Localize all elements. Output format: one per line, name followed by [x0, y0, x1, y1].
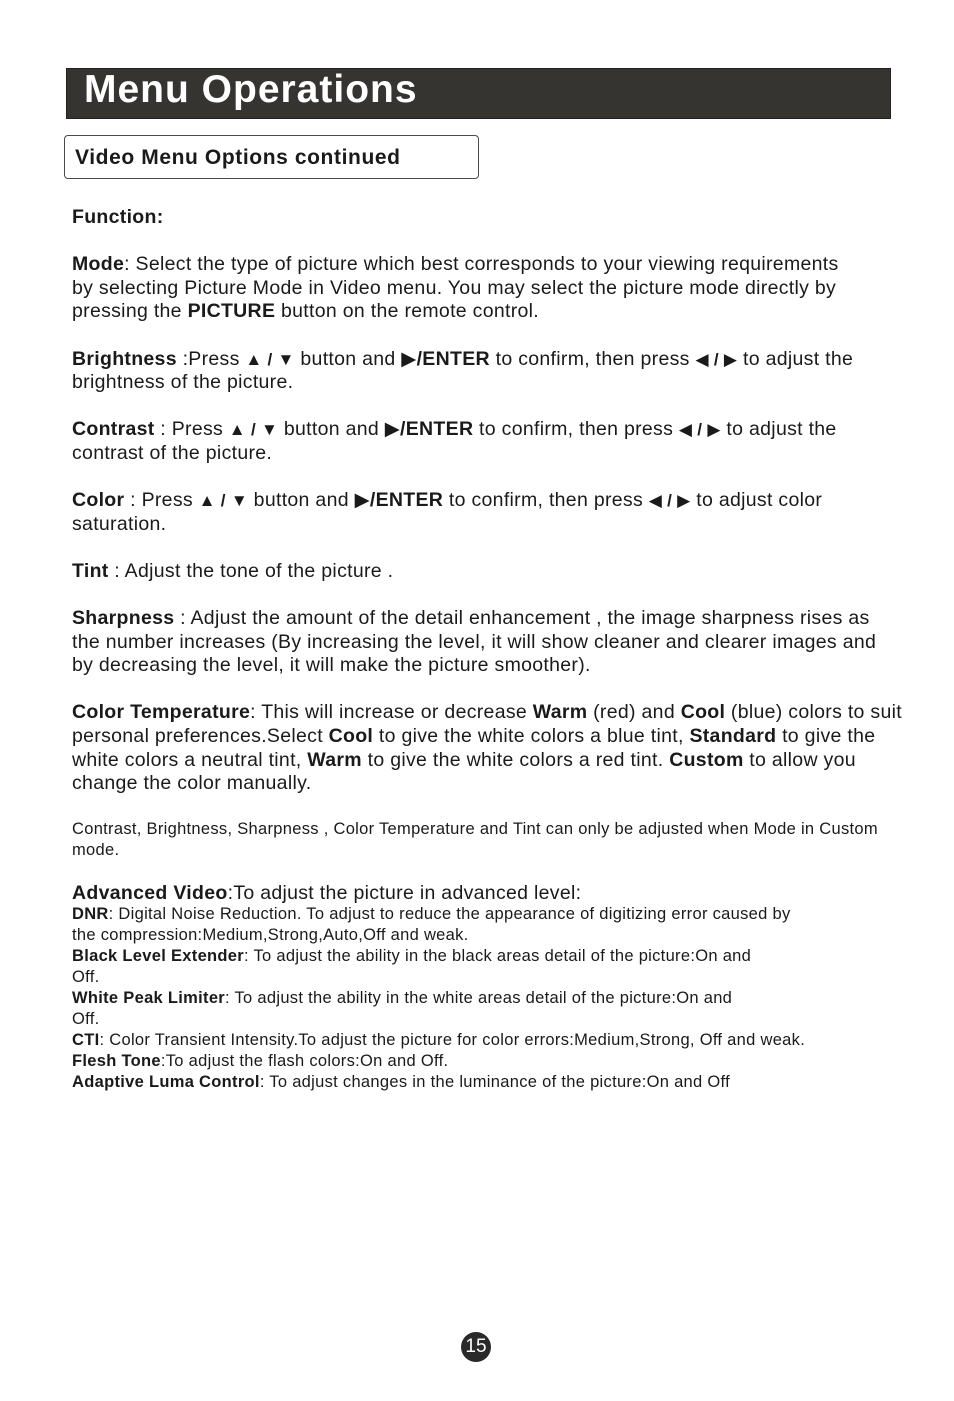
left-right-arrows-icon: ◀ / ▶: [648, 491, 691, 511]
up-down-arrows-icon: ▲ / ▼: [245, 349, 295, 369]
page-number: 15: [461, 1332, 491, 1362]
color-temperature-paragraph: Color Temperature: This will increase or decrease Warm (red) and Cool (blue) colors to suit personal preferences.Select Cool to give the white colors a blue tint, Standard to give the white colors a neutral tint, Warm to give the white colors a red tint. Custom to allow you change the color manually.: [72, 701, 902, 795]
brightness-paragraph: Brightness :Press ▲ / ▼ button and ▶/ENTER to confirm, then press ◀ / ▶ to adjust the brightness of the picture.: [72, 347, 854, 394]
content: [72, 206, 922, 1093]
list-item: DNR: Digital Noise Reduction. To adjust to reduce the appearance of digitizing error caused by the compression:Medium,Strong,Auto,Off and weak.: [72, 905, 791, 945]
left-right-arrows-icon: ◀ / ▶: [678, 420, 721, 440]
note-paragraph: Contrast, Brightness, Sharpness , Color Temperature and Tint can only be adjusted when Mode in Custom mode.: [72, 820, 878, 860]
brightness-label: Brightness: [72, 347, 177, 370]
sharpness-paragraph: Sharpness : Adjust the amount of the detail enhancement , the image sharpness rises as the number increases (By increasing the level, it will show cleaner and clearer images and by decreasing the level, it will make the picture smoother).: [72, 607, 877, 677]
color-label: Color: [72, 489, 125, 512]
left-right-arrows-icon: ◀ / ▶: [695, 349, 738, 369]
advanced-video-section: [72, 882, 872, 1093]
contrast-label: Contrast: [72, 418, 155, 441]
function-heading: Function:: [72, 206, 164, 228]
tint-paragraph: Tint : Adjust the tone of the picture .: [72, 559, 394, 582]
tint-label: Tint: [72, 559, 109, 582]
list-item: White Peak Limiter: To adjust the ability in the white areas detail of the picture:On and Off.: [72, 989, 733, 1029]
mode-paragraph: Mode: Select the type of picture which best corresponds to your viewing requirements by selecting Picture Mode in Video menu. You may select the picture mode directly by pressing the PICTURE button on the remote control.: [72, 253, 839, 323]
section-title: Video Menu Options continued: [75, 146, 401, 169]
advanced-video-label: Advanced Video: [72, 882, 228, 905]
mode-label: Mode: [72, 253, 125, 276]
list-item: Flesh Tone:To adjust the flash colors:On and Off.: [72, 1052, 449, 1071]
up-down-arrows-icon: ▲ / ▼: [198, 491, 248, 511]
list-item: Adaptive Luma Control: To adjust changes in the luminance of the picture:On and Off: [72, 1073, 731, 1092]
list-item: CTI: Color Transient Intensity.To adjust the picture for color errors:Medium,Strong, Off and weak.: [72, 1031, 806, 1050]
list-item: Black Level Extender: To adjust the ability in the black areas detail of the picture:On and Off.: [72, 947, 752, 987]
color-paragraph: Color : Press ▲ / ▼ button and ▶/ENTER to confirm, then press ◀ / ▶ to adjust color saturation.: [72, 489, 823, 535]
page-title: Menu Operations: [84, 68, 418, 111]
picture-key: PICTURE: [187, 300, 276, 323]
color-temperature-label: Color Temperature: [72, 701, 251, 724]
sharpness-label: Sharpness: [72, 607, 175, 630]
enter-key: ▶/ENTER: [354, 489, 444, 512]
advanced-video-heading: Advanced Video:To adjust the picture in advanced level:: [72, 882, 582, 905]
header-bar: [66, 68, 891, 119]
enter-key: ▶/ENTER: [401, 347, 490, 370]
enter-key: ▶/ENTER: [384, 418, 474, 441]
up-down-arrows-icon: ▲ / ▼: [228, 420, 279, 440]
advanced-options-list: [72, 904, 872, 1093]
section-box: [64, 135, 479, 179]
contrast-paragraph: Contrast : Press ▲ / ▼ button and ▶/ENTER to confirm, then press ◀ / ▶ to adjust the contrast of the picture.: [72, 418, 837, 464]
